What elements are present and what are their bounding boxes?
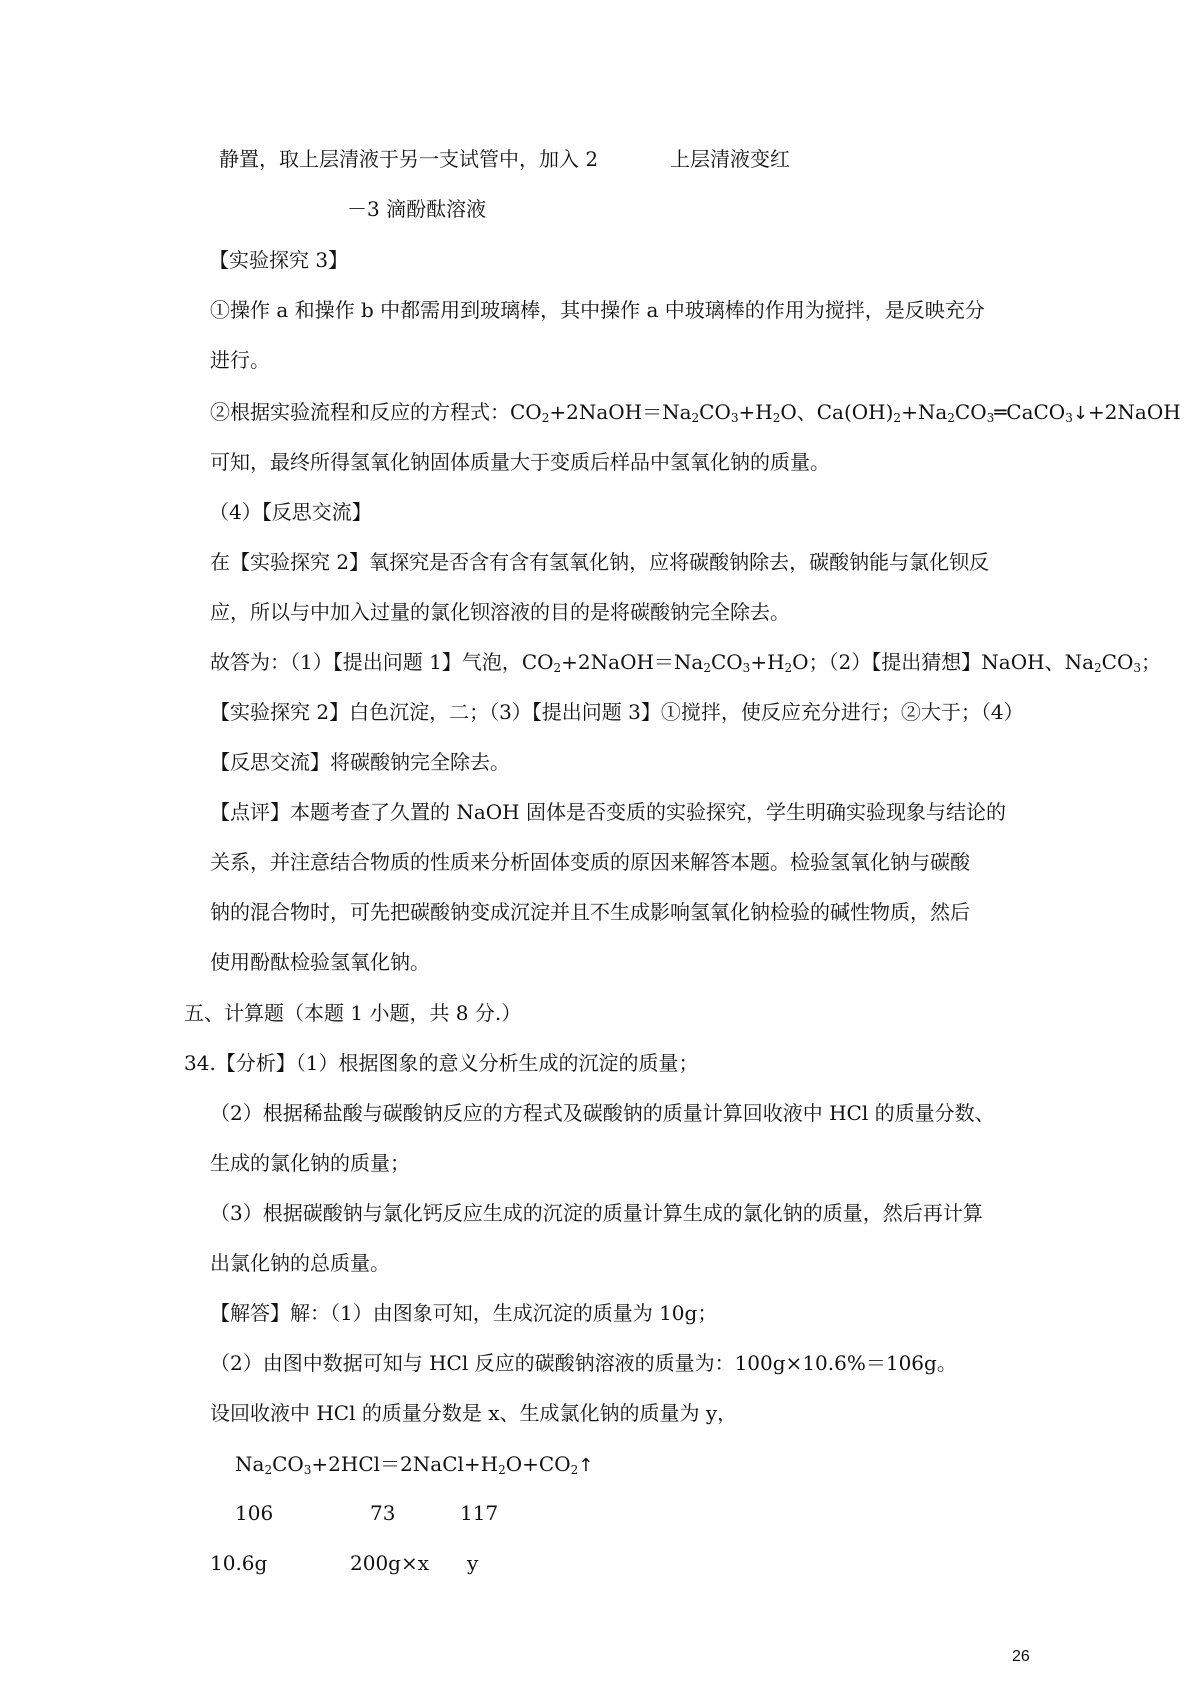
q34-solution-3: 设回收液中 HCl 的质量分数是 x、生成氯化钠的质量为 y， [210, 1401, 738, 1425]
comment-line-3: 钠的混合物时，可先把碳酸钠变成沉淀并且不生成影响氢氧化钠检验的碱性物质，然后 [210, 900, 970, 924]
section-heading: 五、计算题（本题 1 小题，共 8 分.） [184, 1001, 522, 1025]
ratio-bottom-na2co3: 10.6g [210, 1551, 268, 1575]
ratio-top-na2co3: 106 [235, 1501, 274, 1525]
reflection-heading: （4）【反思交流】 [209, 500, 372, 524]
exp3-point2 [210, 399, 1181, 427]
table-operation-text: 静置，取上层清液于另一支试管中，加入 2 [219, 147, 599, 171]
answer-formula: $Na_2CO_3$； [1064, 650, 1161, 675]
q34-equation: $Na_2CO_3+2HCl=2NaCl+H_2O+CO_2↑$ [235, 1452, 594, 1477]
exp3-point2-cont: 可知，最终所得氢氧化钠固体质量大于变质后样品中氢氧化钠的质量。 [210, 450, 830, 474]
q34-analysis-3: （3）根据碳酸钠与氯化钙反应生成的沉淀的质量计算生成的氯化钠的质量，然后再计算 [210, 1201, 983, 1225]
answer-mid: ；（2）【提出猜想】NaOH、 [808, 650, 1065, 674]
table-operation-text-cont: －3 滴酚酞溶液 [347, 197, 487, 221]
exp3-point1-cont: 进行。 [210, 348, 270, 372]
page-number: 26 [1012, 1648, 1030, 1665]
q34-solution-2: （2）由图中数据可知与 HCl 反应的碳酸钠溶液的质量为：100g×10.6%＝106g。 [210, 1351, 957, 1375]
answer-line-2: 【实验探究 2】白色沉淀，二；（3）【提出问题 3】①搅拌，使反应充分进行；②大于；（4） [210, 700, 1024, 724]
table-phenomenon-text: 上层清液变红 [670, 147, 790, 171]
ratio-top-nacl: 117 [460, 1501, 499, 1525]
reaction-equations: $CO_2+2NaOH=Na_2CO_3+H_2O$、$Ca(OH)_2+Na_2CO_3═CaCO_3↓+2NaOH$ [510, 400, 1181, 425]
ratio-bottom-nacl: y [467, 1551, 479, 1575]
reflection-text-cont: 应，所以与中加入过量的氯化钡溶液的目的是将碳酸钠完全除去。 [210, 600, 790, 624]
q34-analysis-2-cont: 生成的氯化钠的质量； [210, 1151, 410, 1175]
answer-line-3: 【反思交流】将碳酸钠完全除去。 [210, 750, 510, 774]
comment-line-1: 【点评】本题考查了久置的 NaOH 固体是否变质的实验探究，学生明确实验现象与结论的 [210, 800, 1006, 824]
answer-line-1 [210, 649, 1161, 675]
comment-line-2: 关系，并注意结合物质的性质来分析固体变质的原因来解答本题。检验氢氧化钠与碳酸 [210, 850, 970, 874]
ratio-bottom-hcl: 200g×x [350, 1551, 430, 1575]
q34-analysis-2: （2）根据稀盐酸与碳酸钠反应的方程式及碳酸钠的质量计算回收液中 HCl 的质量分数、 [210, 1101, 995, 1125]
q34-analysis: 34.【分析】（1）根据图象的意义分析生成的沉淀的质量； [184, 1051, 699, 1075]
exp3-heading: 【实验探究 3】 [209, 248, 349, 272]
q34-analysis-3-cont: 出氯化钠的总质量。 [210, 1251, 390, 1275]
ratio-top-hcl: 73 [370, 1501, 396, 1525]
exp3-point1: ①操作 a 和操作 b 中都需用到玻璃棒，其中操作 a 中玻璃棒的作用为搅拌，是反映充分 [210, 298, 985, 322]
answer-equation: $CO_2+2NaOH=Na_2CO_3+H_2O$ [521, 650, 809, 675]
q34-solution-1: 【解答】解：（1）由图象可知，生成沉淀的质量为 10g； [210, 1301, 718, 1325]
answer-prefix: 故答为：（1）【提出问题 1】气泡， [210, 650, 522, 674]
exp3-point2-prefix: ②根据实验流程和反应的方程式： [210, 400, 510, 424]
reflection-text: 在【实验探究 2】氧探究是否含有含有氢氧化钠，应将碳酸钠除去，碳酸钠能与氯化钡反 [210, 550, 990, 574]
comment-line-4: 使用酚酞检验氢氧化钠。 [210, 950, 430, 974]
